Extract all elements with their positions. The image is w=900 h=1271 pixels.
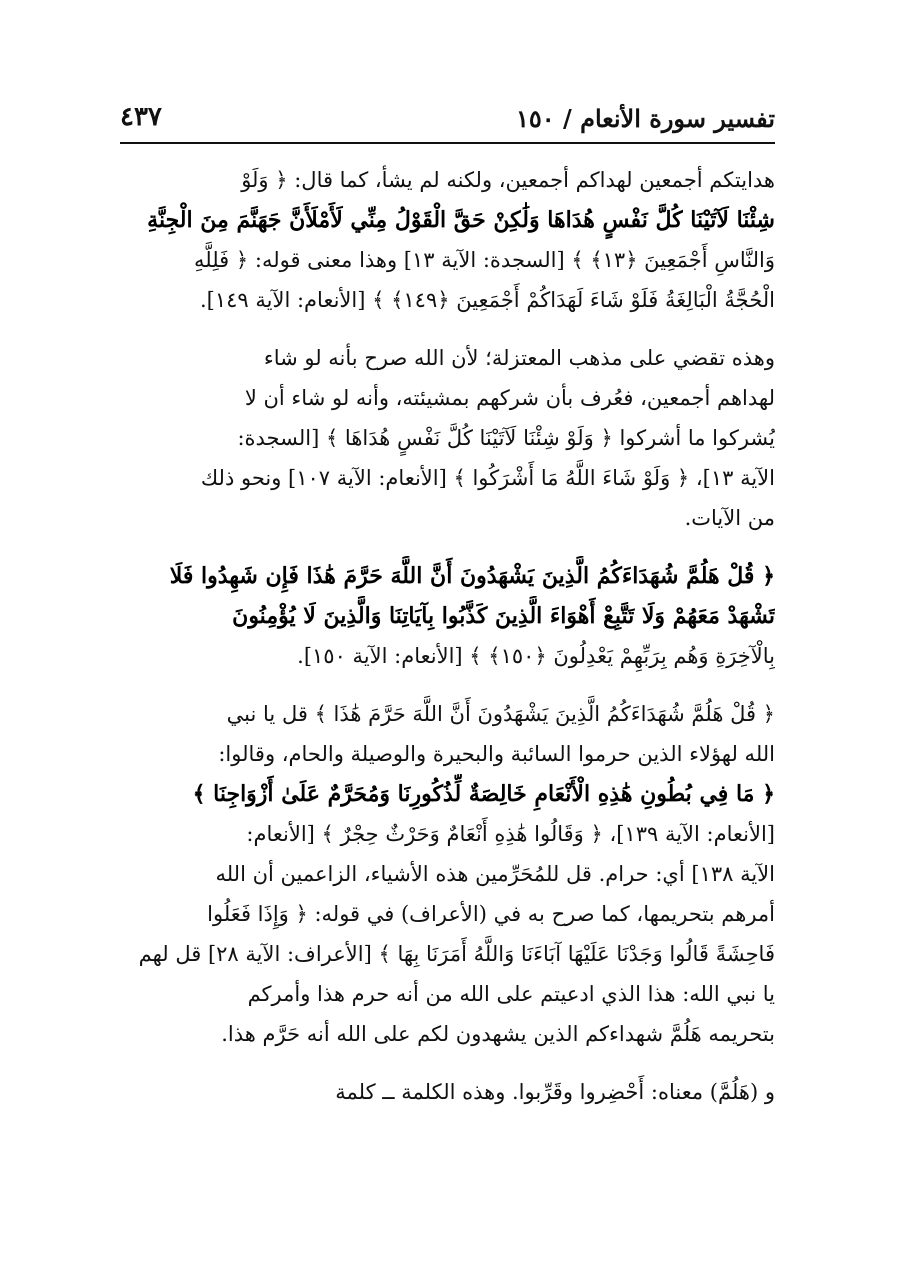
text-line: و (هَلُمَّ) معناه: أَحْضِروا وقَرِّبوا. وهذه الكلمة ــ كلمة bbox=[335, 1080, 775, 1104]
text-line: ﴿ قُلْ هَلُمَّ شُهَدَاءَكُمُ الَّذِينَ يَشْهَدُونَ أَنَّ اللَّهَ حَرَّمَ هَٰذَا ﴾ قل يا نبي bbox=[226, 702, 775, 726]
quran-verse-line: ﴿ مَا فِي بُطُونِ هَٰذِهِ الْأَنْعَامِ خَالِصَةٌ لِّذُكُورِنَا وَمُحَرَّمٌ عَلَىٰ أَزْوَاجِنَا ﴾ bbox=[192, 781, 775, 807]
text-line: يُشركوا ما أشركوا ﴿ وَلَوْ شِئْنَا لَآتَيْنَا كُلَّ نَفْسٍ هُدَاهَا ﴾ [السجدة: bbox=[237, 426, 775, 450]
paragraph-2 bbox=[125, 338, 775, 538]
text-line: هدايتكم أجمعين لهداكم أجمعين، ولكنه لم يشأ، كما قال: ﴿ وَلَوْ bbox=[241, 168, 775, 192]
text-line: بتحريمه هَلُمَّ شهداءكم الذين يشهدون لكم على الله أنه حَرَّم هذا. bbox=[221, 1022, 775, 1046]
page-header bbox=[120, 100, 775, 144]
text-line: الله لهؤلاء الذين حرموا السائبة والبحيرة والوصيلة والحام، وقالوا: bbox=[218, 742, 775, 766]
quran-verse-line: ﴿ قُلْ هَلُمَّ شُهَدَاءَكُمُ الَّذِينَ يَشْهَدُونَ أَنَّ اللَّهَ حَرَّمَ هَٰذَا فَإِن شَهِدُوا فَلَا bbox=[169, 563, 775, 589]
quran-verse-line: تَشْهَدْ مَعَهُمْ وَلَا تَتَّبِعْ أَهْوَاءَ الَّذِينَ كَذَّبُوا بِآيَاتِنَا وَالَّذِينَ لَا يُؤْمِنُونَ bbox=[232, 603, 775, 629]
text-line: الْحُجَّةُ الْبَالِغَةُ فَلَوْ شَاءَ لَهَدَاكُمْ أَجْمَعِينَ ﴿١٤٩﴾ ﴾ [الأنعام: الآية ١٤٩]. bbox=[200, 288, 775, 312]
text-line: [الأنعام: الآية ١٣٩]، ﴿ وَقَالُوا هَٰذِهِ أَنْعَامٌ وَحَرْثٌ حِجْرٌ ﴾ [الأنعام: bbox=[246, 822, 775, 846]
text-line: يا نبي الله: هذا الذي ادعيتم على الله من أنه حرم هذا وأمركم bbox=[247, 982, 775, 1006]
text-line: أمرهم بتحريمها، كما صرح به في (الأعراف) في قوله: ﴿ وَإِذَا فَعَلُوا bbox=[207, 902, 775, 926]
paragraph-3-verse bbox=[125, 556, 775, 676]
page-number: ٤٣٧ bbox=[120, 102, 162, 132]
text-line: بِالْآخِرَةِ وَهُم بِرَبِّهِمْ يَعْدِلُونَ ﴿١٥٠﴾ ﴾ [الأنعام: الآية ١٥٠]. bbox=[297, 644, 775, 668]
text-line: الآية ١٣٨] أي: حرام. قل للمُحَرِّمين هذه الأشياء، الزاعمين أن الله bbox=[215, 862, 775, 886]
header-divider bbox=[120, 142, 775, 144]
paragraph-5 bbox=[125, 1072, 775, 1112]
paragraph-1 bbox=[125, 160, 775, 320]
quran-verse-line: شِئْنَا لَآتَيْنَا كُلَّ نَفْسٍ هُدَاهَا وَلَٰكِنْ حَقَّ الْقَوْلُ مِنِّي لَأَمْلَأَنَّ جَهَنَّمَ مِنَ الْجِنَّةِ bbox=[147, 207, 775, 233]
page-body bbox=[125, 160, 775, 1112]
text-line: من الآيات. bbox=[684, 506, 775, 530]
running-title: تفسير سورة الأنعام / ١٥٠ bbox=[515, 104, 775, 133]
text-line: وَالنَّاسِ أَجْمَعِينَ ﴿١٣﴾ ﴾ [السجدة: الآية ١٣] وهذا معنى قوله: ﴿ فَلِلَّهِ bbox=[194, 248, 775, 272]
text-line: لهداهم أجمعين، فعُرف بأن شركهم بمشيئته، وأنه لو شاء أن لا bbox=[244, 386, 775, 410]
text-line: فَاحِشَةً قَالُوا وَجَدْنَا عَلَيْهَا آبَاءَنَا وَاللَّهُ أَمَرَنَا بِهَا ﴾ [الأعراف: الآية ٢٨] قل لهم bbox=[138, 942, 775, 966]
text-line: وهذه تقضي على مذهب المعتزلة؛ لأن الله صرح بأنه لو شاء bbox=[263, 346, 775, 370]
text-line: الآية ١٣]، ﴿ وَلَوْ شَاءَ اللَّهُ مَا أَشْرَكُوا ﴾ [الأنعام: الآية ١٠٧] ونحو ذلك bbox=[200, 466, 775, 490]
paragraph-4 bbox=[125, 694, 775, 1054]
